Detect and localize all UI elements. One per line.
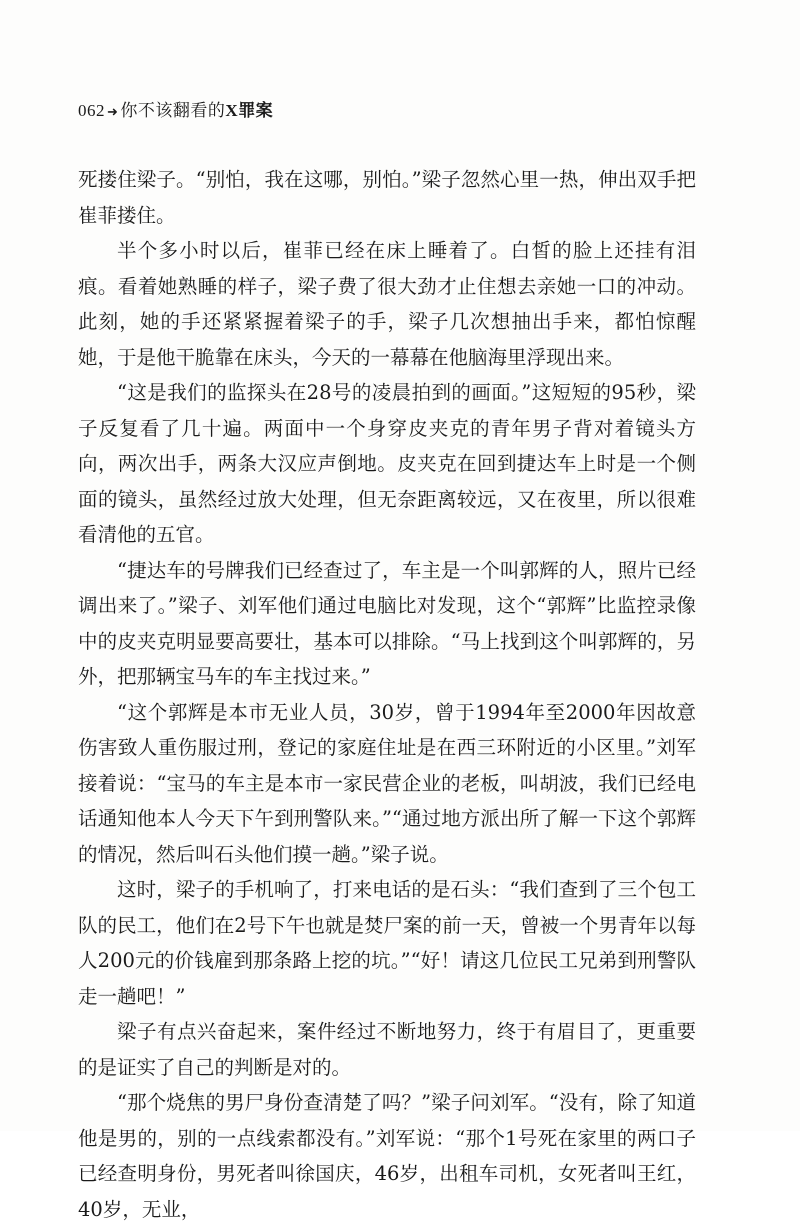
running-header	[78, 96, 273, 121]
book-title-x: X	[225, 101, 239, 120]
paragraph: 这时，梁子的手机响了，打来电话的是石头：“我们查到了三个包工队的民工，他们在2号下午也就是焚尸案的前一天，曾被一个男青年以每人200元的价钱雇到那条路上挖的坑。”“好！请这几位民工兄弟到刑警队走一趟吧！”	[78, 878, 696, 1008]
page-number: 062	[78, 101, 105, 120]
paragraph: 半个多小时以后，崔菲已经在床上睡着了。白皙的脸上还挂有泪痕。看着她熟睡的样子，梁子费了很大劲才止住想去亲她一口的冲动。此刻，她的手还紧紧握着梁子的手，梁子几次想抽出手来，都怕惊醒她，于是他干脆靠在床头，今天的一幕幕在他脑海里浮现出来。	[78, 239, 696, 369]
paragraph: “这是我们的监探头在28号的凌晨拍到的画面。”这短短的95秒，梁子反复看了几十遍。两面中一个身穿皮夹克的青年男子背对着镜头方向，两次出手，两条大汉应声倒地。皮夹克在回到捷达车上时是一个侧面的镜头，虽然经过放大处理，但无奈距离较远，又在夜里，所以很难看清他的五官。	[78, 381, 696, 546]
book-title-prefix: 你不该翻看的	[120, 101, 226, 121]
paragraph: “捷达车的号牌我们已经查过了，车主是一个叫郭辉的人，照片已经调出来了。”梁子、刘军他们通过电脑比对发现，这个“郭辉”比监控录像中的皮夹克明显要高要壮，基本可以排除。“马上找到这个叫郭辉的，另外，把那辆宝马车的车主找过来。”	[78, 558, 696, 688]
body-text	[78, 162, 696, 1227]
book-title-suffix: 罪案	[238, 101, 274, 121]
paragraph: 梁子有点兴奋起来，案件经过不断地努力，终于有眉目了，更重要的是证实了自己的判断是对的。	[78, 1020, 696, 1079]
arrow-icon: ➜	[107, 105, 119, 120]
paragraph: “这个郭辉是本市无业人员，30岁，曾于1994年至2000年因故意伤害致人重伤服过刑，登记的家庭住址是在西三环附近的小区里。”刘军接着说：“宝马的车主是本市一家民营企业的老板，叫胡波，我们已经电话通知他本人今天下午到刑警队来。”“通过地方派出所了解一下这个郭辉的情况，然后叫石头他们摸一趟。”梁子说。	[78, 700, 696, 866]
paragraph: “那个烧焦的男尸身份查清楚了吗？”梁子问刘军。“没有，除了知道他是男的，别的一点线索都没有。”刘军说：“那个1号死在家里的两口子已经查明身份，男死者叫徐国庆，46岁，出租车司机，女死者叫王红，40岁，无业，	[78, 1091, 696, 1221]
paragraph: 死搂住梁子。“别怕，我在这哪，别怕。”梁子忽然心里一热，伸出双手把崔菲搂住。	[78, 168, 696, 227]
